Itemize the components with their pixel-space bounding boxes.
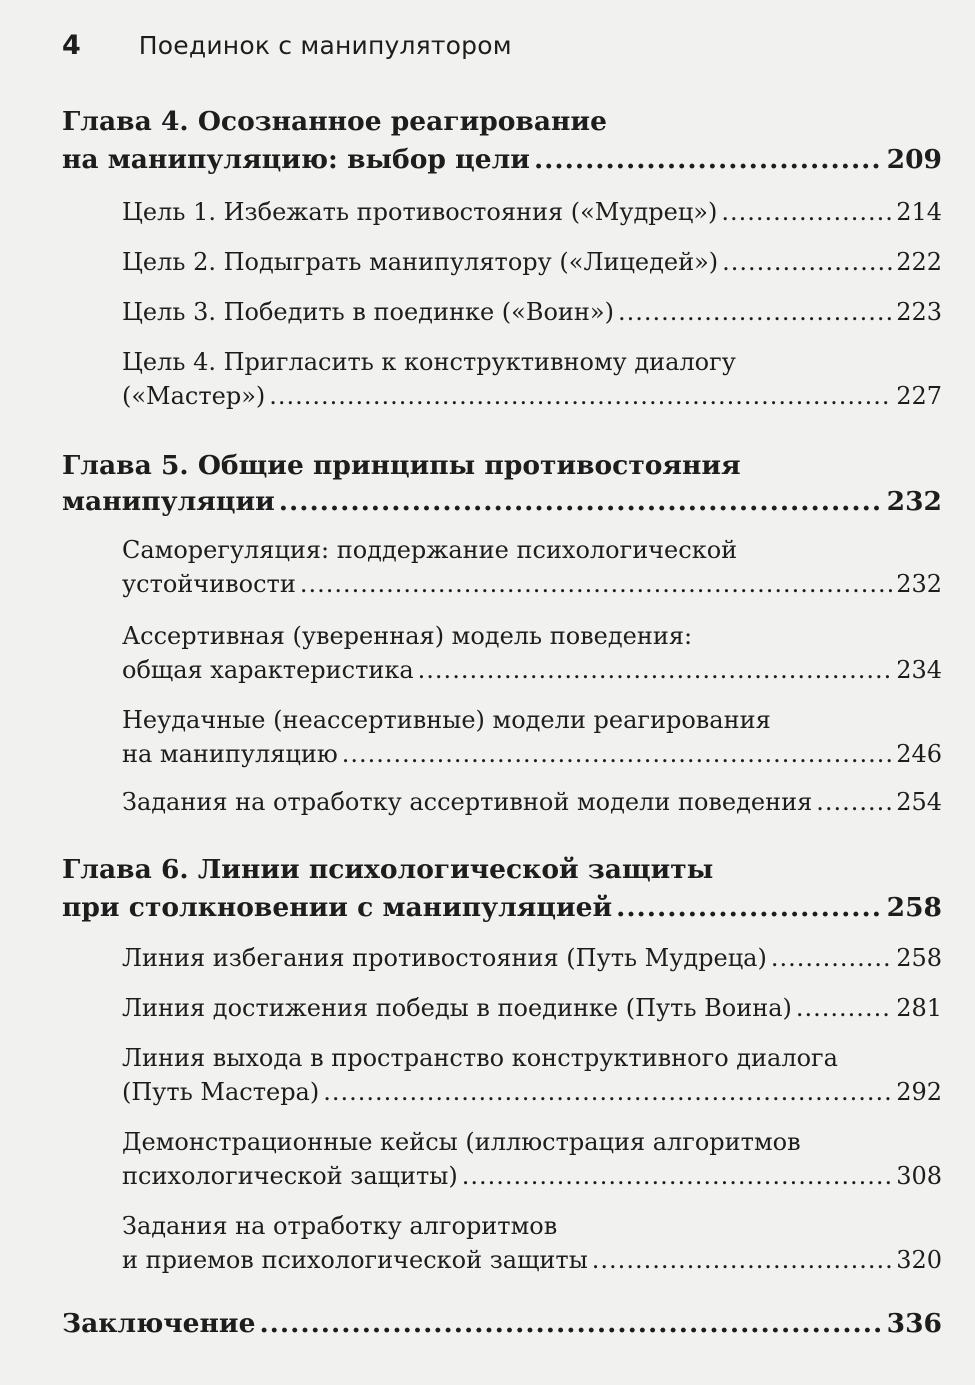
toc-entry-warrior-path[interactable]: Линия достижения победы в поединке (Путь Воина) ..... 281: [62, 994, 942, 1022]
toc-entry-algorithm-tasks[interactable]: и приемов психологической защиты ..... 320: [62, 1246, 942, 1274]
page-ref: 222: [896, 248, 942, 276]
toc-entry-goal-3[interactable]: Цель 3. Победить в поединке («Воин») ..... 223: [62, 298, 942, 326]
page-header: [62, 30, 512, 70]
page-ref: 254: [896, 788, 942, 816]
page-ref: 308: [896, 1162, 942, 1190]
toc-entry-master-path[interactable]: (Путь Мастера) ..... 292: [62, 1078, 942, 1106]
toc-entry-self-regulation[interactable]: устойчивости ..... 232: [62, 570, 942, 598]
toc-entry-non-assertive-line1: Неудачные (неассертивные) модели реагирования: [122, 706, 771, 734]
toc-entry-goal-2[interactable]: Цель 2. Подыграть манипулятору («Лицедей») ..... 222: [62, 248, 942, 276]
running-title: Поединок с манипулятором: [138, 31, 512, 60]
toc-entry-goal-1[interactable]: Цель 1. Избежать противостояния («Мудрец») ..... 214: [62, 198, 942, 226]
page-ref: 281: [896, 994, 942, 1022]
page-ref: 232: [896, 570, 942, 598]
toc-entry-conclusion[interactable]: Заключение ..... 336: [62, 1308, 942, 1339]
page-ref: 234: [896, 656, 942, 684]
chapter-6-title-line1: Глава 6. Линии психологической защиты: [62, 854, 714, 885]
page-ref: 232: [886, 486, 942, 517]
page-ref: 227: [896, 382, 942, 410]
toc-entry-master-path-line1: Линия выхода в пространство конструктивного диалога: [122, 1044, 838, 1072]
chapter-5-title-line1: Глава 5. Общие принципы противостояния: [62, 450, 741, 481]
page-number: 4: [62, 30, 81, 61]
toc-entry-algorithm-tasks-line1: Задания на отработку алгоритмов: [122, 1212, 558, 1240]
toc-entry-chapter-4[interactable]: на манипуляцию: выбор цели ..... 209: [62, 144, 942, 175]
toc-entry-self-regulation-line1: Саморегуляция: поддержание психологической: [122, 536, 738, 564]
page-ref: 320: [896, 1246, 942, 1274]
chapter-4-title-line1: Глава 4. Осознанное реагирование: [62, 106, 607, 137]
page-ref: 246: [896, 740, 942, 768]
page-ref: 209: [886, 144, 942, 175]
toc-entry-goal-4[interactable]: («Мастер») ..... 227: [62, 382, 942, 410]
toc-entry-assertive-tasks[interactable]: Задания на отработку ассертивной модели поведения ..... 254: [62, 788, 942, 816]
toc-entry-chapter-6[interactable]: при столкновении с манипуляцией ..... 258: [62, 892, 942, 923]
page-ref: 258: [896, 944, 942, 972]
toc-entry-chapter-5[interactable]: манипуляции ..... 232: [62, 486, 942, 517]
toc-entry-demo-cases-line1: Демонстрационные кейсы (иллюстрация алгоритмов: [122, 1128, 801, 1156]
page-ref: 336: [886, 1308, 942, 1339]
page-ref: 292: [896, 1078, 942, 1106]
toc-entry-sage-path[interactable]: Линия избегания противостояния (Путь Мудреца) ..... 258: [62, 944, 942, 972]
page-ref: 258: [886, 892, 942, 923]
toc-entry-goal-4-line1: Цель 4. Пригласить к конструктивному диалогу: [122, 348, 736, 376]
toc-entry-demo-cases[interactable]: психологической защиты) ..... 308: [62, 1162, 942, 1190]
toc-entry-non-assertive[interactable]: на манипуляцию ..... 246: [62, 740, 942, 768]
page-ref: 223: [896, 298, 942, 326]
toc-entry-assertive-model-line1: Ассертивная (уверенная) модель поведения:: [122, 622, 693, 650]
toc-entry-assertive-model[interactable]: общая характеристика ..... 234: [62, 656, 942, 684]
page-ref: 214: [896, 198, 942, 226]
